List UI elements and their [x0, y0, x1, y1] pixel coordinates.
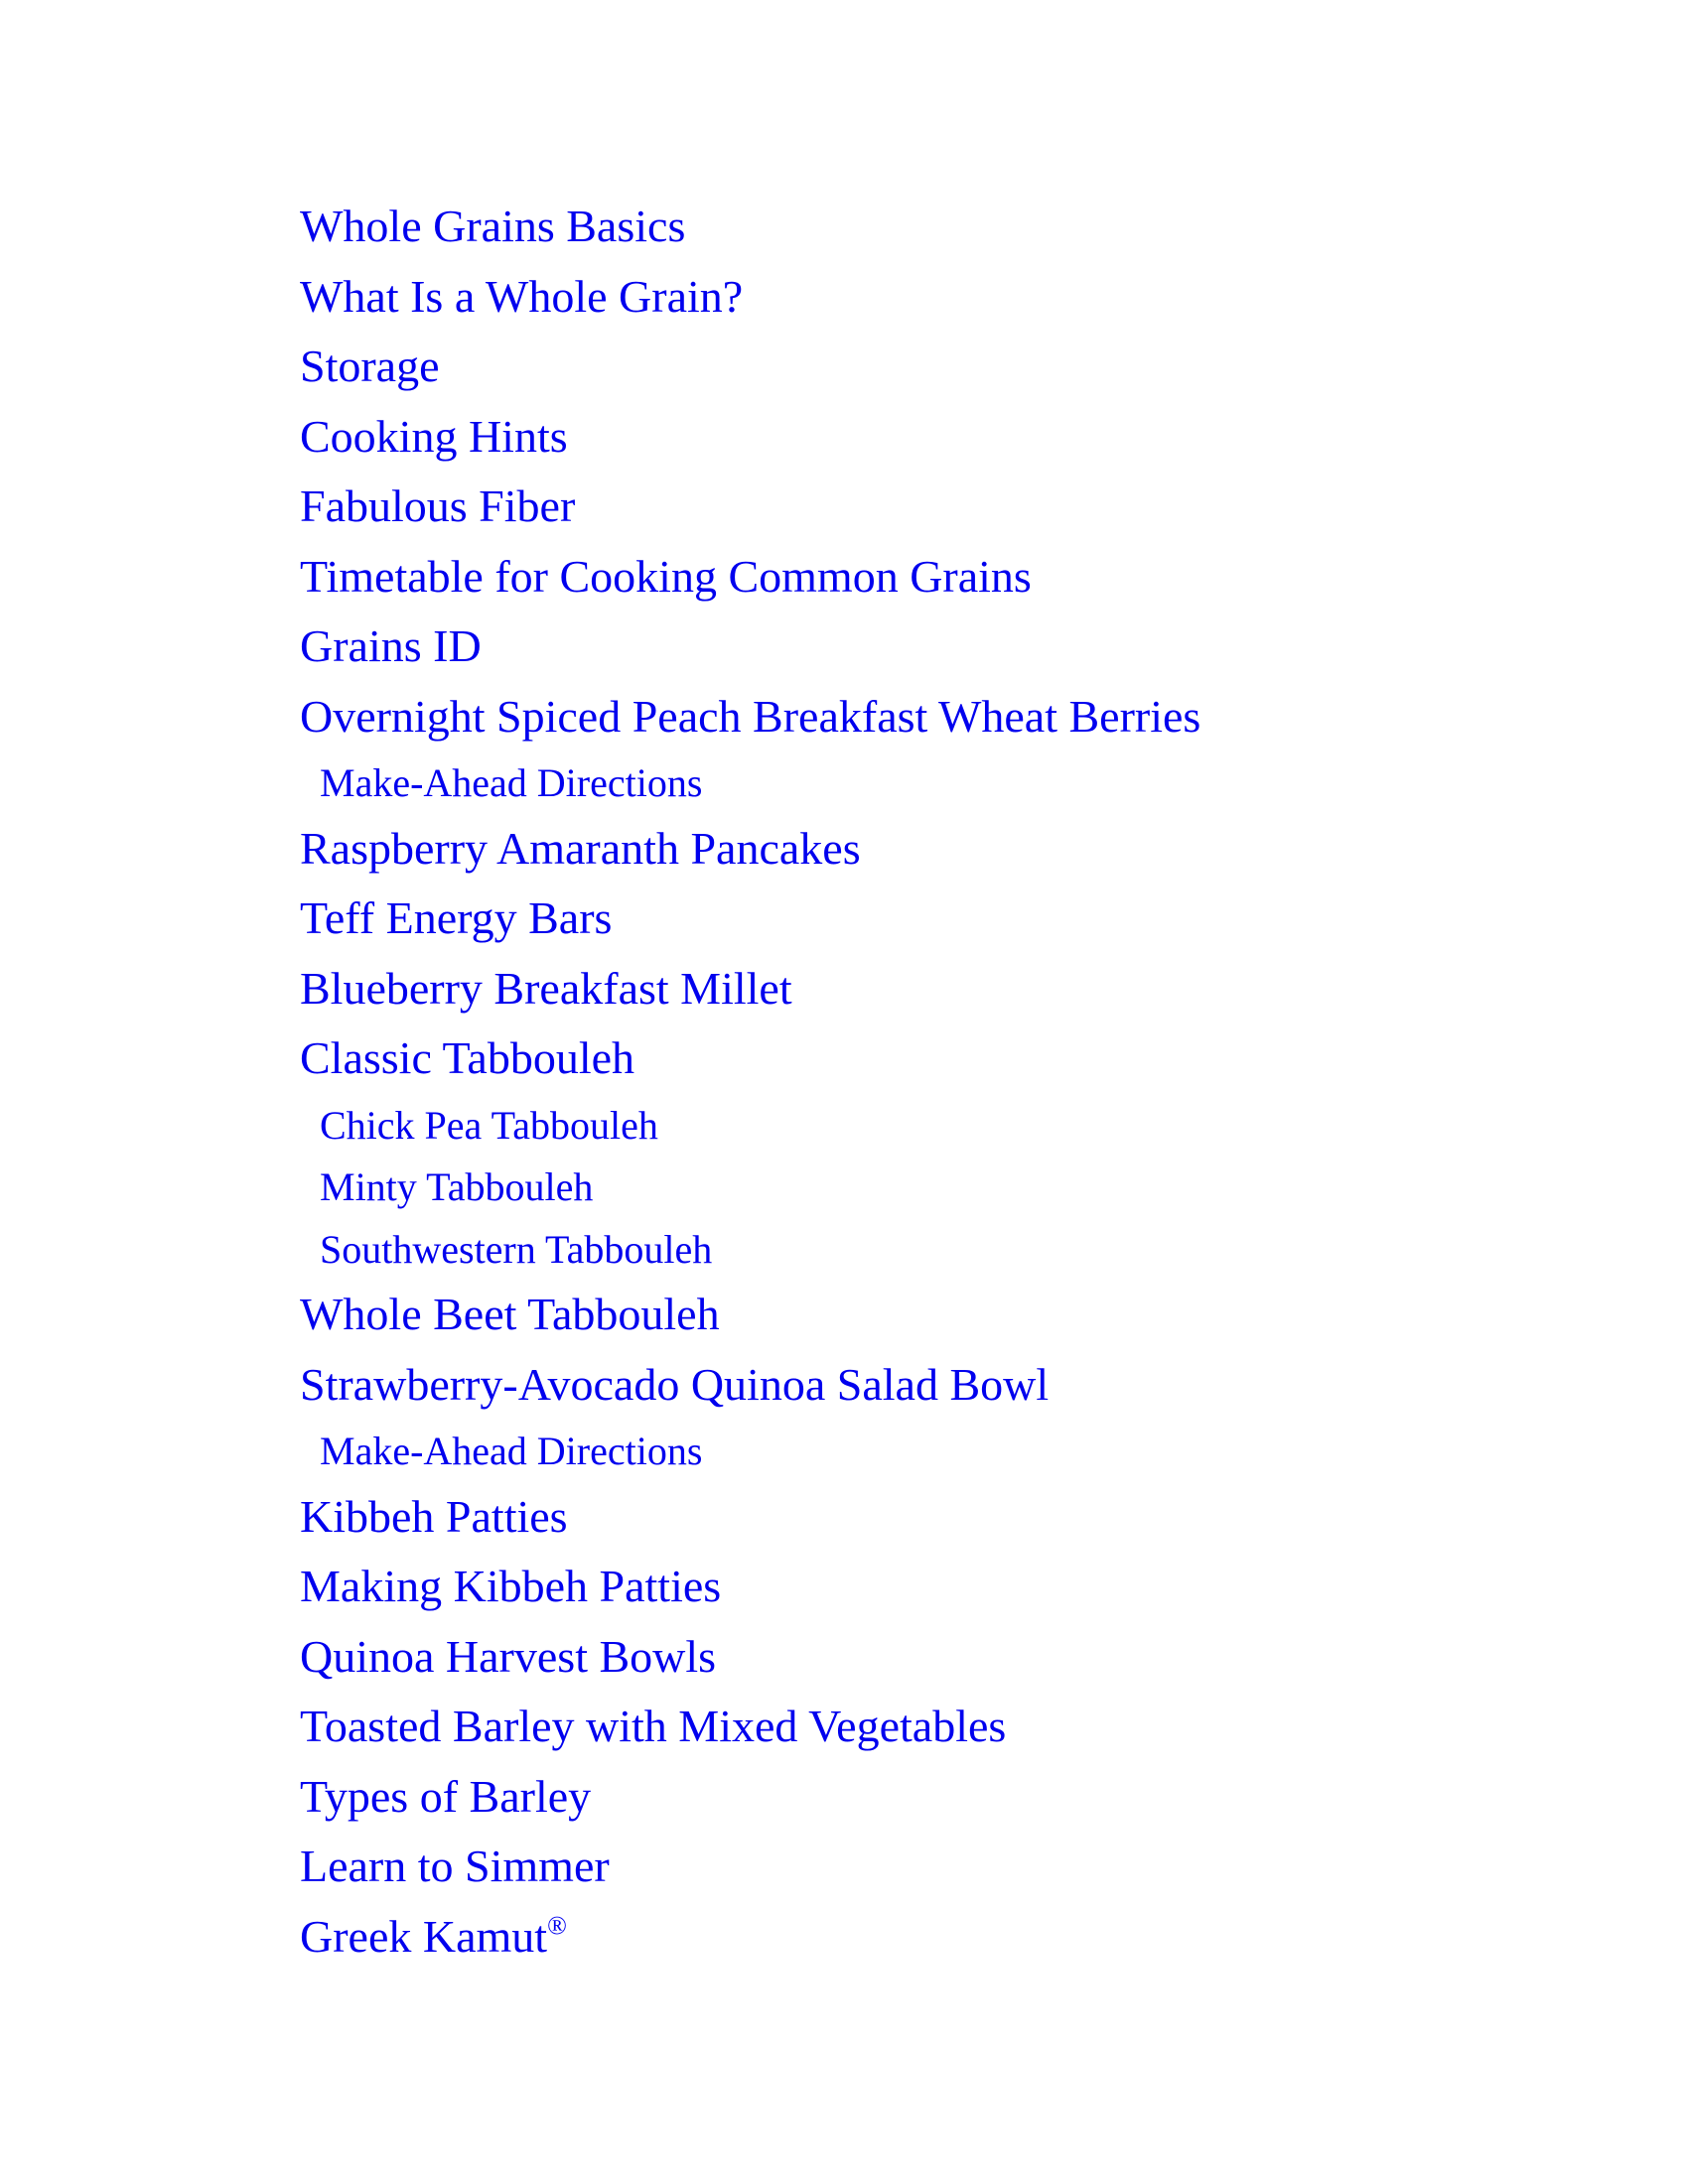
toc-sublink[interactable]: Minty Tabbouleh — [320, 1164, 594, 1209]
toc-subitem — [300, 1423, 1591, 1485]
toc-item — [300, 817, 1591, 887]
toc-item — [300, 614, 1591, 685]
toc-subitem — [300, 1221, 1591, 1284]
toc-link-label: Greek Kamut — [300, 1910, 548, 1962]
toc-link[interactable]: Whole Beet Tabbouleh — [300, 1289, 720, 1339]
toc-item — [300, 1026, 1591, 1097]
toc-link[interactable]: Fabulous Fiber — [300, 480, 576, 531]
toc-item — [300, 957, 1591, 1027]
toc-link[interactable]: Teff Energy Bars — [300, 892, 613, 943]
toc-sublink[interactable]: Southwestern Tabbouleh — [320, 1226, 713, 1272]
toc-link[interactable]: Blueberry Breakfast Millet — [300, 962, 792, 1014]
toc-item — [300, 195, 1591, 265]
registered-mark: ® — [547, 1910, 567, 1940]
toc-item — [300, 1485, 1591, 1556]
toc-link[interactable]: Grains ID — [300, 620, 482, 671]
toc-subitem — [300, 1097, 1591, 1160]
toc-link[interactable]: Cooking Hints — [300, 410, 568, 462]
toc-link[interactable]: Quinoa Harvest Bowls — [300, 1630, 717, 1682]
toc-subitem — [300, 1159, 1591, 1221]
toc-link[interactable]: Types of Barley — [300, 1770, 592, 1822]
toc-item — [300, 545, 1591, 615]
toc-link[interactable]: Overnight Spiced Peach Breakfast Wheat Berries — [300, 690, 1201, 742]
toc-item — [300, 1555, 1591, 1625]
toc-link[interactable]: What Is a Whole Grain? — [300, 270, 744, 322]
toc-item — [300, 887, 1591, 957]
toc-link[interactable]: Strawberry-Avocado Quinoa Salad Bowl — [300, 1358, 1050, 1410]
toc-item — [300, 475, 1591, 545]
toc-item — [300, 335, 1591, 405]
toc-item — [300, 685, 1591, 755]
toc-link[interactable]: Whole Grains Basics — [300, 201, 686, 251]
toc-item — [300, 1625, 1591, 1696]
toc-link[interactable]: Making Kibbeh Patties — [300, 1561, 722, 1611]
toc-item — [300, 1695, 1591, 1765]
toc-subitem — [300, 754, 1591, 817]
toc-item — [300, 1765, 1591, 1836]
toc-sublink[interactable]: Make-Ahead Directions — [320, 1429, 703, 1473]
toc-item — [300, 405, 1591, 476]
toc-link[interactable]: Kibbeh Patties — [300, 1490, 568, 1542]
toc-sublink[interactable]: Chick Pea Tabbouleh — [320, 1102, 658, 1148]
toc-item — [300, 1905, 1591, 1976]
toc-item — [300, 1835, 1591, 1905]
toc-link-greek-kamut[interactable] — [300, 1911, 567, 1962]
toc-link[interactable]: Timetable for Cooking Common Grains — [300, 550, 1032, 602]
table-of-contents — [300, 195, 1591, 1975]
toc-item — [300, 265, 1591, 336]
toc-item — [300, 1283, 1591, 1353]
toc-link[interactable]: Raspberry Amaranth Pancakes — [300, 822, 861, 874]
toc-link[interactable]: Storage — [300, 341, 440, 391]
toc-item — [300, 1353, 1591, 1424]
toc-sublink[interactable]: Make-Ahead Directions — [320, 760, 703, 805]
toc-link[interactable]: Toasted Barley with Mixed Vegetables — [300, 1701, 1007, 1751]
toc-link[interactable]: Classic Tabbouleh — [300, 1032, 635, 1083]
toc-link[interactable]: Learn to Simmer — [300, 1841, 610, 1891]
